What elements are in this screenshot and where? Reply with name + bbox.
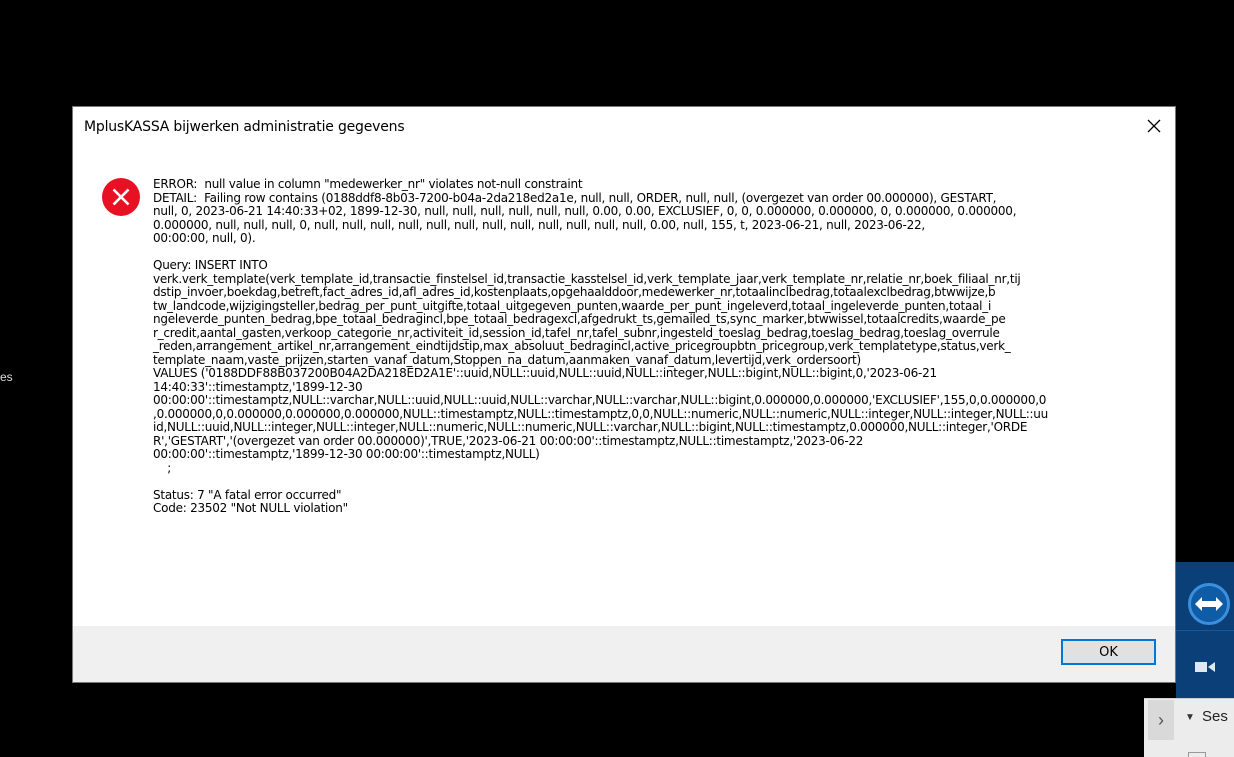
sessions-checkbox[interactable]	[1188, 752, 1206, 757]
ok-button[interactable]: OK	[1061, 639, 1156, 665]
collapse-triangle-icon[interactable]: ▼	[1185, 712, 1195, 723]
dialog-title: MplusKASSA bijwerken administratie gegevens	[84, 119, 405, 135]
close-icon[interactable]	[1141, 113, 1167, 139]
error-icon	[101, 177, 141, 217]
error-dialog	[72, 106, 1176, 683]
error-message: ERROR: null value in column "medewerker_nr" violates not-null constraint DETAIL: Failing row contains (0188ddf8-8b03-7200-b04a-2da218ed2a1e, null, null, ORDER, null, null, (overgezet van order 00.000000), GESTART, null, 0, 2023-06-21 14:40:33+02, 1899-12-30, null, null, null, null, null, null, 0.00, 0.00, EXCLUSIEF, 0, 0, 0.000000, 0.000000, 0, 0.000000, 0.000000, 0.000000, null, null, null, 0, null, null, null, null, null, null, null, null, null, null, null, null, 0.00, null, 155, t, 2023-06-21, null, 2023-06-22, 00:00:00, null, 0). Query: INSERT INTO verk.verk_template(verk_template_id,transactie_finstelsel_id,transactie_kasstelsel_id,verk_template_jaar,verk_template_nr,relatie_nr,boek_filiaal_nr,tij dstip_invoer,boekdag,betreft,fact_adres_id,afl_adres_id,kostenplaats,opgehaalddoor,medewerker_nr,totaalinclbedrag,totaalexclbedrag,btwwijze,b tw_landcode,wijzigingsteller,bedrag_per_punt_uitgifte,totaal_uitgegeven_punten,waarde_per_punt_ingeleverd,totaal_ingeleverde_punten,totaal_i ngeleverde_punten_bedrag,bpe_totaal_bedragincl,bpe_totaal_bedragexcl,afgedrukt_ts,gemailed_ts,sync_marker,btwwissel,totaalcredits,waarde_pe r_credit,aantal_gasten,verkoop_categorie_nr,activiteit_id,session_id,tafel_nr,tafel_subnr,ingesteld_toeslag_bedrag,toeslag_bedrag,toeslag_overrule _reden,arrangement_artikel_nr,arrangement_eindtijdstip,max_absoluut_bedragincl,active_pricegroupbtn_pricegroup,verk_templatetype,status,verk_ template_naam,vaste_prijzen,starten_vanaf_datum,Stoppen_na_datum,aanmaken_vanaf_datum,levertijd,verk_ordersoort) VALUES ('0188DDF88B037200B04A2DA218ED2A1E'::uuid,NULL::uuid,NULL::uuid,NULL::integer,NULL::bigint,NULL::bigint,0,'2023-06-21 14:40:33'::timestamptz,'1899-12-30 00:00:00'::timestamptz,NULL::varchar,NULL::uuid,NULL::uuid,NULL::varchar,NULL::varchar,NULL::bigint,0.000000,0.000000,'EXCLUSIEF',155,0,0.000000,0 ,0.000000,0,0.000000,0.000000,0.000000,NULL::timestamptz,NULL::timestamptz,0,0,NULL::numeric,NULL::numeric,NULL::integer,NULL::integer,NULL::uu id,NULL::uuid,NULL::integer,NULL::integer,NULL::numeric,NULL::numeric,NULL::varchar,NULL::bigint,NULL::timestamptz,0.000000,NULL::integer,'ORDE R','GESTART','(overgezet van order 00.000000)',TRUE,'2023-06-21 00:00:00'::timestamptz,NULL::timestamptz,'2023-06-22 00:00:00'::timestamptz,'1899-12-30 00:00:00'::timestamptz,NULL) ; Status: 7 "A fatal error occurred" Code: 23502 "Not NULL violation"	[153, 177, 1048, 515]
sessions-label[interactable]: Ses	[1202, 708, 1228, 725]
dialog-footer	[73, 626, 1175, 682]
chevron-right-icon[interactable]: ›	[1148, 700, 1174, 740]
teamviewer-logo-icon[interactable]	[1188, 583, 1230, 625]
background-partial-text: es	[0, 370, 13, 384]
video-camera-icon[interactable]	[1195, 660, 1215, 674]
remote-panel-divider	[1176, 630, 1234, 631]
